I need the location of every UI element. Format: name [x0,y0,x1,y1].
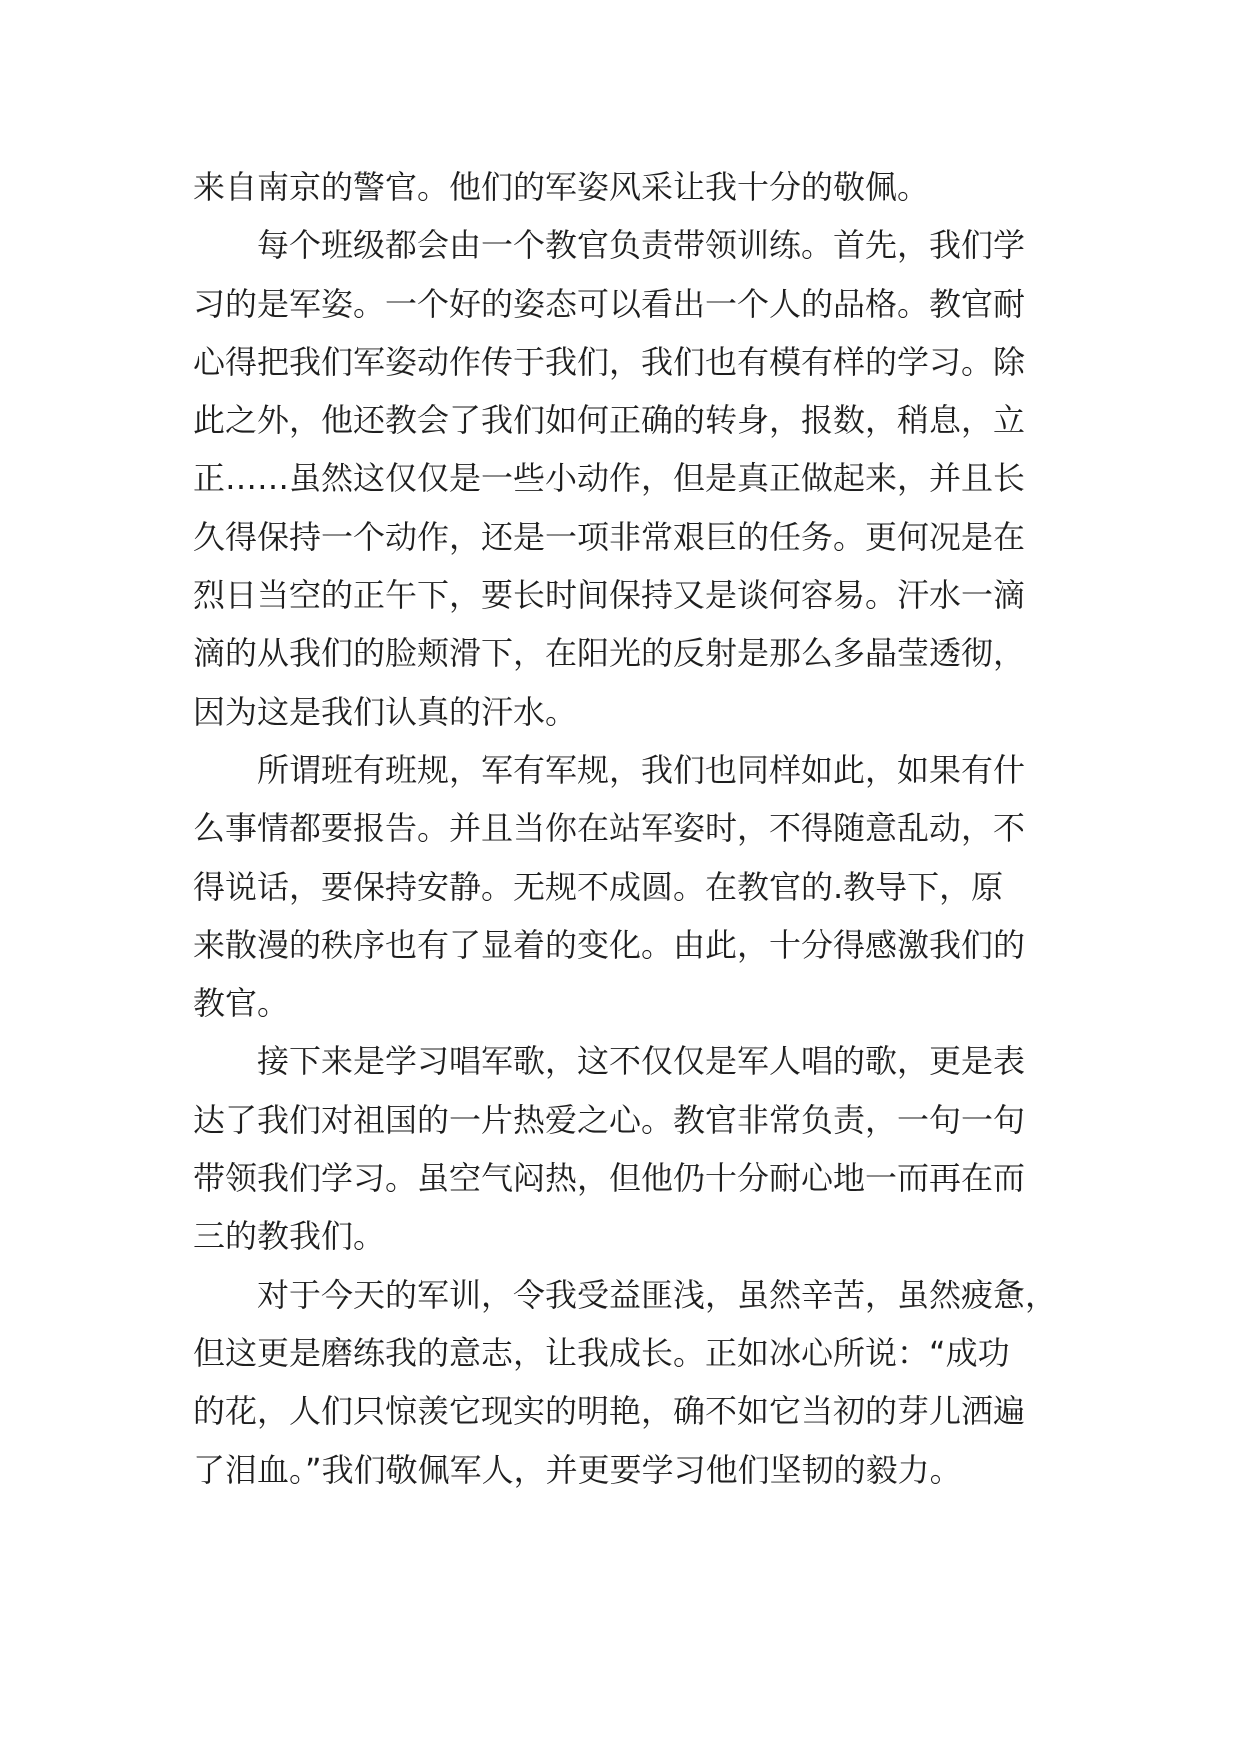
paragraph-line: 此之外，他还教会了我们如何正确的转身，报数，稍息，立 [193,401,1026,440]
paragraph-line: 接下来是学习唱军歌，这不仅仅是军人唱的歌，更是表 [257,1042,1026,1081]
paragraph-line: 正……虽然这仅仅是一些小动作，但是真正做起来，并且长 [193,459,1026,498]
paragraph-line: 三的教我们。 [193,1217,386,1256]
paragraph [193,1266,1073,1499]
paragraph [193,158,1073,216]
paragraph [193,741,1073,1032]
paragraph-line: 所谓班有班规，军有军规，我们也同样如此，如果有什 [257,750,1026,789]
paragraph-line: 达了我们对祖国的一片热爱之心。教官非常负责，一句一句 [193,1100,1026,1139]
paragraph-line: 久得保持一个动作，还是一项非常艰巨的任务。更何况是在 [193,517,1026,556]
paragraph-line: 教官。 [193,984,290,1023]
paragraph-line: 但这更是磨练我的意志，让我成长。正如冰心所说：“成功 [193,1333,1010,1372]
paragraph [193,216,1073,741]
paragraph-line: 滴的从我们的脸颊滑下，在阳光的反射是那么多晶莹透彻， [193,634,1026,673]
paragraph-line: 来自南京的警官。他们的军姿风采让我十分的敬佩。 [193,168,930,206]
paragraph-line: 么事情都要报告。并且当你在站军姿时，不得随意乱动，不 [193,809,1026,848]
paragraph-line: 因为这是我们认真的汗水。 [193,692,578,731]
paragraph-line: 来散漫的秩序也有了显着的变化。由此，十分得感激我们的 [193,925,1026,964]
paragraph-line: 每个班级都会由一个教官负责带领训练。首先，我们学 [257,226,1026,265]
paragraph [193,1032,1073,1265]
paragraph-line: 带领我们学习。虽空气闷热，但他仍十分耐心地一而再在而 [193,1159,1026,1198]
paragraph-line: 了泪血。”我们敬佩军人，并更要学习他们坚韧的毅力。 [193,1450,962,1489]
paragraph-line: 对于今天的军训，令我受益匪浅，虽然辛苦，虽然疲惫， [257,1275,1058,1314]
paragraph-line: 的花，人们只惊羡它现实的明艳，确不如它当初的芽儿洒遍 [193,1392,1026,1431]
paragraph-line: 得说话，要保持安静。无规不成圆。在教官的.教导下，原 [193,867,1004,906]
document-body [193,158,1073,1499]
paragraph-line: 心得把我们军姿动作传于我们，我们也有模有样的学习。除 [193,342,1026,381]
paragraph-line: 习的是军姿。一个好的姿态可以看出一个人的品格。教官耐 [193,284,1026,323]
paragraph-line: 烈日当空的正午下，要长时间保持又是谈何容易。汗水一滴 [193,576,1026,615]
